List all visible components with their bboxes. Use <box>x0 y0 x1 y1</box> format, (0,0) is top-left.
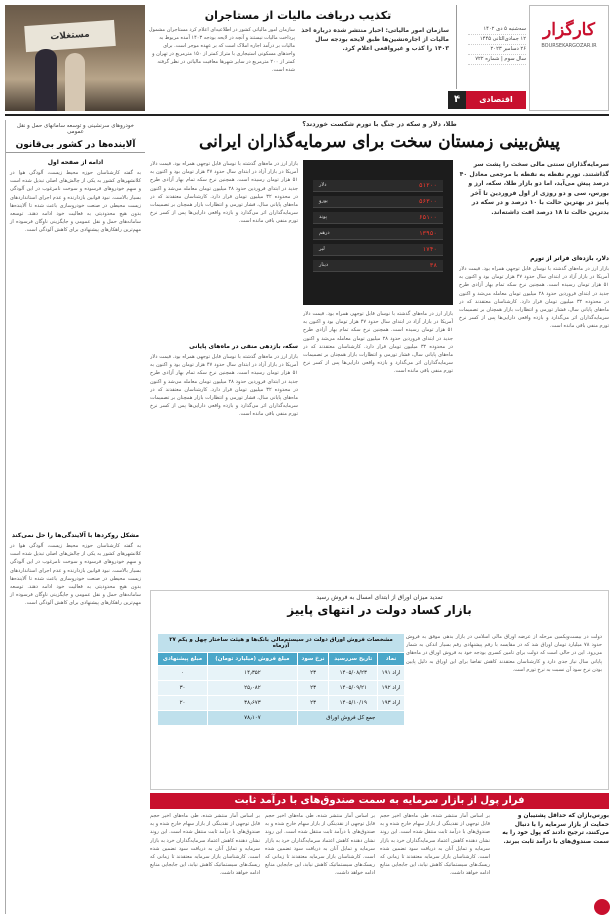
left-story-subhead: مشکل روکردها با آلایندگی‌ها را حل نمی‌کند <box>11 532 140 539</box>
bottom-story-body: بر اساس آمار منتشر شده، طی ماه‌های اخیر حجم قابل توجهی از نقدینگی از بازار سهام خارج شده و به صندوق‌های با درآمد ثابت منتقل شده است. این روند نشان دهنده کاهش اعتماد سرمایه‌گذاران خرد به بازار سرمایه و تمایل آنان به دریافت سود تضمین شده است. کارشناسان بازار سرمایه معتقدند تا زمانی که ریسک‌های سیستماتیک کاهش نیابد، این جابجایی منابع ادامه خواهد داشت. <box>265 813 375 877</box>
main-story-col-2 <box>303 310 453 582</box>
page-number: ۴ <box>448 91 466 109</box>
table-cell: ۲۰ <box>158 696 208 711</box>
board-row: پوند ۶۵۱۰۰ <box>313 212 443 224</box>
col-header: مبلغ فروش (میلیارد تومان) <box>208 653 298 666</box>
bottom-story-body: بر اساس آمار منتشر شده، طی ماه‌های اخیر حجم قابل توجهی از نقدینگی از بازار سهام خارج شده و به صندوق‌های با درآمد ثابت منتقل شده است. این روند نشان دهنده کاهش اعتماد سرمایه‌گذاران خرد به بازار سرمایه و تمایل آنان به دریافت سود تضمین شده است. کارشناسان بازار سرمایه معتقدند تا زمانی که ریسک‌های سیستماتیک کاهش نیابد، این جابجایی منابع ادامه خواهد داشت. <box>380 813 490 877</box>
main-story-lead: سرمایه‌گذاران سنتی مالی سخت را پشت سر گذاشتند. تورم نقطه به نقطه با مرجعی معادل ۴۰ درصد پیش می‌آید، اما دو بازار طلا، سکه، ارز و بورس، سی و دو روزی از اول فروردین تا آخر پاییز در بهترین حالت با ۱۰ درصد و در سکه در بدترین حالت تا ۱۸ درصد افت داشته‌اند. <box>459 161 609 216</box>
bonds-headline: بازار کساد دولت در انتهای پاییز <box>287 603 472 617</box>
table-cell: ۲۳ <box>297 681 329 696</box>
table-cell: ۰ <box>158 666 208 681</box>
issue-hijri-date: ۱۲ جمادی‌الثانی ۱۴۴۵ <box>468 35 526 45</box>
left-story-kicker: خودروهای سرنشینی و توسعه سامانهای حمل و نقل عمومی <box>16 123 135 135</box>
col-header: تاریخ سررسید <box>329 653 378 666</box>
masthead-logo: کارگزار <box>543 20 595 40</box>
issue-date: سه‌شنبه ۵ دی ۱۴۰۲ <box>468 25 526 35</box>
col-header: نرخ سود <box>297 653 329 666</box>
table-cell: ۲۵٫۰۸۲ <box>208 681 298 696</box>
left-story-body: به گفته کارشناسان حوزه محیط زیست، آلودگی هوا در کلانشهرهای کشور به یکی از چالش‌های اصلی تبدیل شده است و سهم خودروهای فرسوده و سوخت نامرغوب در این آلودگی بسیار بالاست. نبود قوانین بازدارنده و عدم اجرای استانداردهای زیست محیطی در صنعت خودروسازی باعث شده تا آلاینده‌ها بدون هیچ محدودیتی به فعالیت خود ادامه دهند. توسعه سامانه‌های حمل و نقل عمومی و جایگزینی ناوگان فرسوده از مهم‌ترین راهکارهای پیشنهادی برای کاهش آلودگی است. <box>10 170 141 234</box>
table-cell <box>158 711 208 726</box>
top-story-summary: سازمان امور مالیاتی: اخبار منتشر شده درباره اخذ مالیات از اجاره‌نشین‌ها طبق لایحه بودجه سال ۱۴۰۳ را کذب و غیرواقعی اعلام کرد. <box>301 27 449 52</box>
bonds-body: دولت در بیست‌ویکمین مرحله از عرضه اوراق مالی اسلامی در بازار بدهی موفق به فروش حدود ۷۸ میلیارد تومان اوراق شد که در مقایسه با رقم پیشنهادی رقم بسیار اندکی به شمار می‌رود. این در حالی است که دولت برای تامین کسری بودجه خود به فروش اوراق در ماه‌های پایانی سال نیاز جدی دارد و کارشناسان معتقدند کاهش تقاضا برای این اوراق به دلیل پایین بودن نرخ سود آن نسبت به نرخ تورم است. <box>406 634 602 673</box>
masthead <box>529 5 609 111</box>
bottom-story-banner: فرار پول از بازار سرمایه به سمت صندوق‌های با درآمد ثابت <box>150 793 609 809</box>
main-story-subhead: سکه، بازدهی منفی در ماه‌های پایانی <box>189 343 298 350</box>
left-column-story <box>5 120 145 914</box>
table-row <box>158 666 405 681</box>
table-cell: اراد ۱۹۱ <box>378 666 405 681</box>
table-cell: ۱۴۰۵/۰۹/۲۱ <box>329 681 378 696</box>
top-story-body: سازمان امور مالیاتی کشور در اطلاعیه‌ای اعلام کرد مستاجران مشمول پرداخت مالیات نیستند و آنچه در لایحه بودجه ۱۴۰۳ آمده مربوط به مالیات بر درآمد اجاره املاک است که بر عهده موجر است. برای واحدهای مسکونی استیجاری با متراژ کمتر از ۱۵۰ مترمربع در تهران و کمتر از ۲۰۰ مترمربع در سایر شهرها معافیت مالیاتی در نظر گرفته شده است. <box>148 27 295 73</box>
top-story <box>147 5 449 111</box>
bonds-section <box>150 590 609 790</box>
bonds-kicker: تمدید میزان اوراق از ابتدای امسال به فروش رسید <box>316 594 443 601</box>
table-cell: ۳۰ <box>158 681 208 696</box>
section-label: اقتصادی <box>466 91 526 109</box>
main-story-headline: پیش‌بینی زمستان سخت برای سرمایه‌گذاران ایرانی <box>199 132 560 152</box>
table-cell: ۲۳ <box>297 696 329 711</box>
table-cell: ۱۴۰۵/۰۸/۲۳ <box>329 666 378 681</box>
issue-gregorian-date: ۲۶ دسامبر ۲۰۲۳ <box>468 45 526 55</box>
main-story-col-3 <box>150 160 298 583</box>
photo-person <box>65 53 85 111</box>
masthead-subtitle: BOURSEKARGOZAR.IR <box>541 43 597 49</box>
table-cell: ۳۸٫۶۷۳ <box>208 696 298 711</box>
top-story-title: تکذیب دریافت مالیات از مستاجران <box>204 9 392 22</box>
table-cell: اراد ۱۹۲ <box>378 681 405 696</box>
left-story-headline: آلاینده‌ها در کشور بی‌قانون <box>6 138 145 153</box>
main-story-body: بازار ارز در ماه‌های گذشته با نوسان قابل توجهی همراه بود. قیمت دلار آمریکا در بازار آزاد در ابتدای سال حدود ۴۷ هزار تومان بود و اکنون به ۵۱ هزار تومان رسیده است. همچنین نرخ سکه تمام بهار آزادی طرح جدید در ابتدای فروردین حدود ۲۸ میلیون تومان معامله می‌شد و اکنون در محدوده ۳۲ میلیون تومان قرار دارد. کارشناسان معتقدند که در ماه‌های پایانی سال، فشار تورمی و انتظارات بازار همچنان بر تصمیمات سرمایه‌گذاران اثر می‌گذارد و بازده واقعی دارایی‌ها پس از کسر نرخ تورم منفی باقی مانده است. <box>459 266 609 330</box>
table-total-label: جمع کل فروش اوراق <box>297 711 404 726</box>
table-cell: ۱۴۰۵/۱۰/۱۹ <box>329 696 378 711</box>
left-story-body: به گفته کارشناسان حوزه محیط زیست، آلودگی هوا در کلانشهرهای کشور به یکی از چالش‌های اصلی تبدیل شده است و سهم خودروهای فرسوده و سوخت نامرغوب در این آلودگی بسیار بالاست. نبود قوانین بازدارنده و عدم اجرای استانداردهای زیست محیطی در صنعت خودروسازی باعث شده تا آلاینده‌ها بدون هیچ محدودیتی به فعالیت خود ادامه دهند. توسعه سامانه‌های حمل و نقل عمومی و جایگزینی ناوگان فرسوده از مهم‌ترین راهکارهای پیشنهادی برای کاهش آلودگی است. <box>10 543 141 607</box>
bottom-story-lead: بورس‌بازان که حداقل پشتیبان و حمایت از بازار سرمایه را با دنبال می‌کنند، ترجیح دادند که پول خود را به سمت صندوق‌های با درآمد ثابت ببرند. <box>502 813 609 845</box>
table-cell: ۲۳ <box>297 666 329 681</box>
photo-person <box>35 49 57 111</box>
exchange-board-photo <box>303 160 453 305</box>
bonds-table <box>157 633 405 726</box>
col-header: مبلغ پیشنهادی <box>158 653 208 666</box>
table-cell: اراد ۱۹۳ <box>378 696 405 711</box>
issue-number: سال سوم | شماره ۷۲۲ <box>468 55 526 65</box>
board-row: درهم ۱۳۹۵۰ <box>313 228 443 240</box>
vertical-divider <box>456 5 466 89</box>
table-row <box>158 681 405 696</box>
bonds-table-caption: مشخصات فروش اوراق دولت در سیستم‌مالی بانک‌ها و هیئت ساختار چهل و یکم ۲۷ آذرماه <box>158 634 405 653</box>
table-total-value: ۷۸٫۱۰۷ <box>208 711 298 726</box>
main-story-body: بازار ارز در ماه‌های گذشته با نوسان قابل توجهی همراه بود. قیمت دلار آمریکا در بازار آزاد در ابتدای سال حدود ۴۷ هزار تومان بود و اکنون به ۵۱ هزار تومان رسیده است. همچنین نرخ سکه تمام بهار آزادی طرح جدید در ابتدای فروردین حدود ۲۸ میلیون تومان معامله می‌شد و اکنون در محدوده ۳۲ میلیون تومان قرار دارد. کارشناسان معتقدند که در ماه‌های پایانی سال، فشار تورمی و انتظارات بازار همچنان بر تصمیمات سرمایه‌گذاران اثر می‌گذارد و بازده واقعی دارایی‌ها پس از کسر نرخ تورم منفی باقی مانده است. <box>150 161 298 225</box>
footer-badge <box>594 899 610 915</box>
header-rule <box>5 114 609 116</box>
main-story-body: بازار ارز در ماه‌های گذشته با نوسان قابل توجهی همراه بود. قیمت دلار آمریکا در بازار آزاد در ابتدای سال حدود ۴۷ هزار تومان بود و اکنون به ۵۱ هزار تومان رسیده است. همچنین نرخ سکه تمام بهار آزادی طرح جدید در ابتدای فروردین حدود ۲۸ میلیون تومان معامله می‌شد و اکنون در محدوده ۳۲ میلیون تومان قرار دارد. کارشناسان معتقدند که در ماه‌های پایانی سال، فشار تورمی و انتظارات بازار همچنان بر تصمیمات سرمایه‌گذاران اثر می‌گذارد و بازده واقعی دارایی‌ها پس از کسر نرخ تورم منفی باقی مانده است. <box>303 311 453 375</box>
main-story-col-1 <box>459 252 609 595</box>
board-row: دلار ۵۱۲۰۰ <box>313 180 443 192</box>
issue-info <box>468 25 526 65</box>
main-story-body: بازار ارز در ماه‌های گذشته با نوسان قابل توجهی همراه بود. قیمت دلار آمریکا در بازار آزاد در ابتدای سال حدود ۴۷ هزار تومان بود و اکنون به ۵۱ هزار تومان رسیده است. همچنین نرخ سکه تمام بهار آزادی طرح جدید در ابتدای فروردین حدود ۲۸ میلیون تومان معامله می‌شد و اکنون در محدوده ۳۲ میلیون تومان قرار دارد. کارشناسان معتقدند که در ماه‌های پایانی سال، فشار تورمی و انتظارات بازار همچنان بر تصمیمات سرمایه‌گذاران اثر می‌گذارد و بازده واقعی دارایی‌ها پس از کسر نرخ تورم منفی باقی مانده است. <box>150 354 298 418</box>
table-cell: ۱۴٫۳۵۲ <box>208 666 298 681</box>
board-row: دینار ۳۸ <box>313 260 443 272</box>
table-total-row <box>158 711 405 726</box>
top-story-photo <box>5 5 145 111</box>
bottom-story-body: بر اساس آمار منتشر شده، طی ماه‌های اخیر حجم قابل توجهی از نقدینگی از بازار سهام خارج شده و به صندوق‌های با درآمد ثابت منتقل شده است. این روند نشان دهنده کاهش اعتماد سرمایه‌گذاران خرد به بازار سرمایه و تمایل آنان به دریافت سود تضمین شده است. کارشناسان بازار سرمایه معتقدند تا زمانی که ریسک‌های سیستماتیک کاهش نیابد، این جابجایی منابع ادامه خواهد داشت. <box>150 813 260 877</box>
photo-shop-sign: مستغلات <box>24 20 116 52</box>
bonds-table-header <box>158 653 405 666</box>
left-story-subhead: ادامه از صفحه اول <box>47 159 104 166</box>
board-row: لیر ۱۷۴۰ <box>313 244 443 256</box>
col-header: نماد <box>378 653 405 666</box>
main-story-subhead: دلار، بازده‌ای فراتر از تورم <box>530 255 609 262</box>
board-row: یورو ۵۶۳۰۰ <box>313 196 443 208</box>
main-story-kicker: طلا، دلار و سکه در جنگ با تورم شکست خوردند؟ <box>302 120 457 128</box>
table-row <box>158 696 405 711</box>
